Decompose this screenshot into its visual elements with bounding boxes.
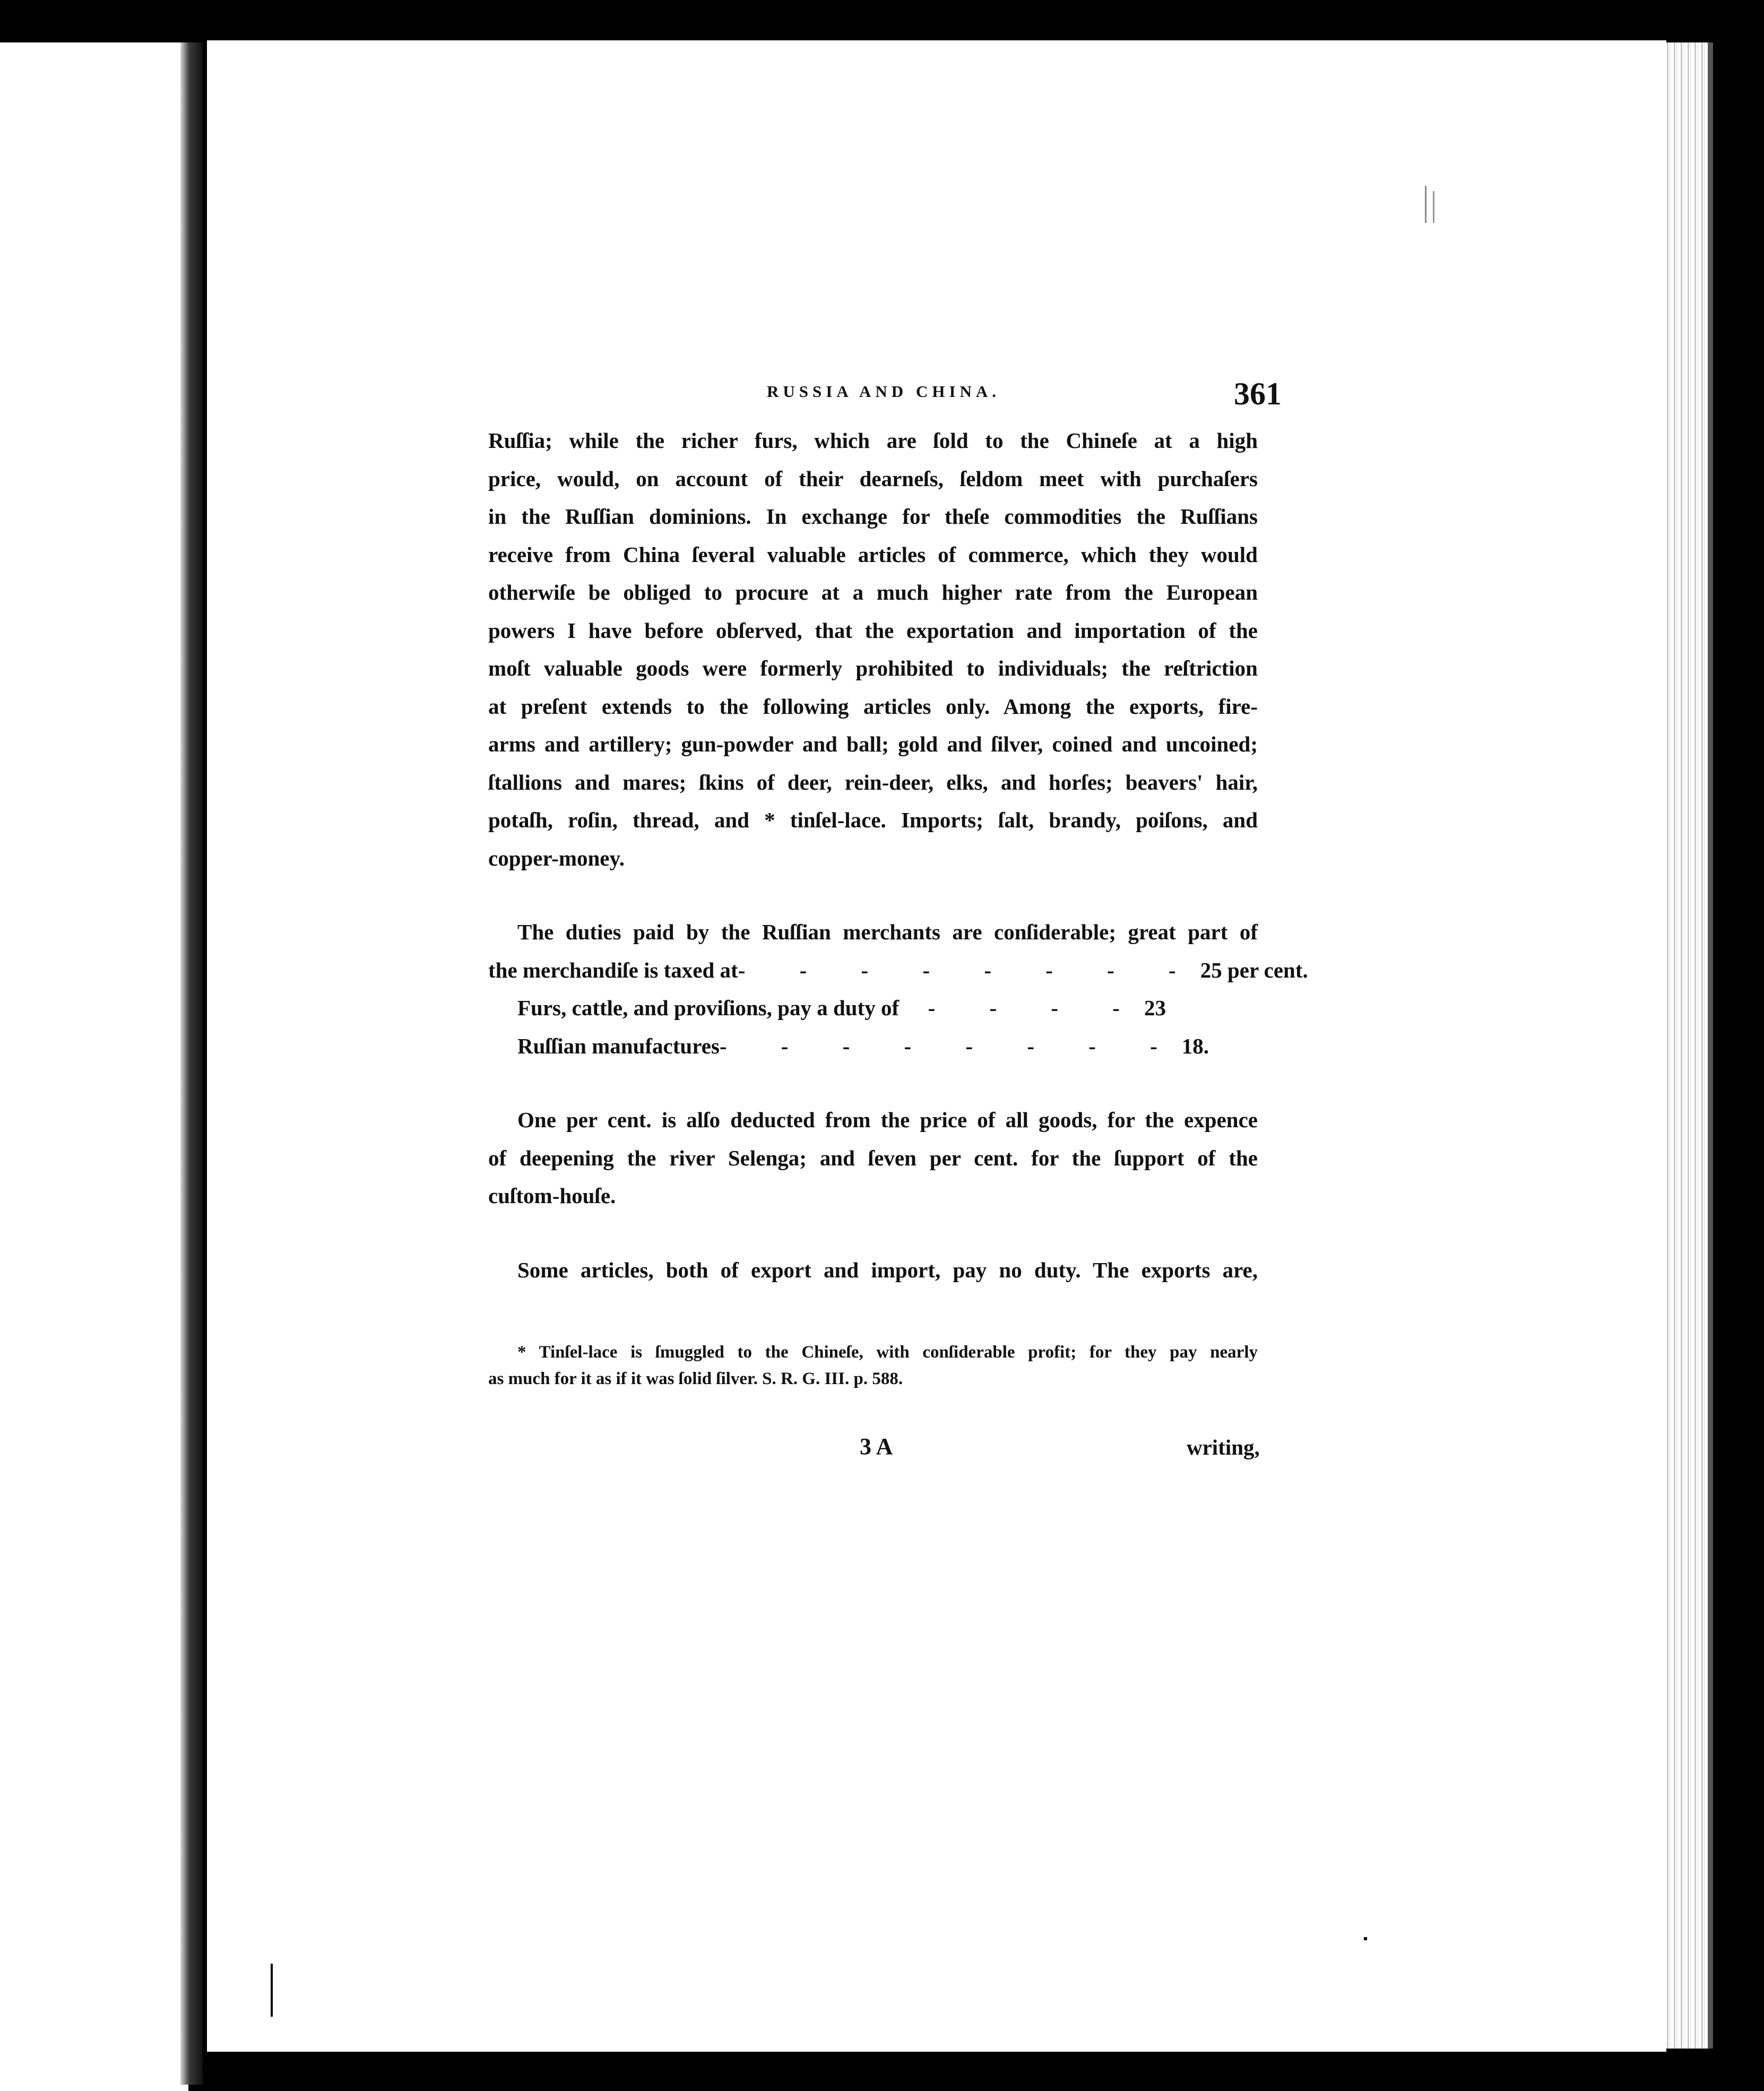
duty-leader: - - - - - - - - <box>738 957 1200 982</box>
paragraph-3 <box>488 1101 1258 1215</box>
duty-row <box>488 952 1308 990</box>
footnote-line: * Tinſel-lace is ſmuggled to the Chineſe, with conſiderable profit; for they pay nearly <box>517 1343 1258 1362</box>
duty-value: 25 per cent. <box>1200 957 1308 982</box>
text-line: otherwiſe be obliged to procure at a much higher rate from the European <box>488 580 1258 604</box>
scan-speck <box>1364 1937 1367 1940</box>
duty-row <box>488 989 1258 1027</box>
paragraph-2 <box>488 913 1308 1065</box>
text-line: potaſh, roſin, thread, and * tinſel-lace. Imports; ſalt, brandy, poiſons, and <box>488 808 1258 832</box>
duty-row <box>488 1027 1258 1066</box>
text-line: powers I have before obſerved, that the exportation and importation of the <box>488 618 1258 643</box>
page-number: 361 <box>1234 376 1282 411</box>
duty-label: the merchandiſe is taxed at <box>488 957 738 982</box>
scan-speck <box>271 1964 273 2017</box>
text-line: receive from China ſeveral valuable articles of commerce, which they would <box>488 542 1258 567</box>
text-line: Ruſſia; while the richer furs, which are ſold to the Chineſe at a high <box>488 428 1258 453</box>
duty-leader: - - - - <box>928 996 1144 1020</box>
signature-mark: 3 A <box>860 1433 893 1459</box>
duty-value: 18. <box>1181 1033 1209 1058</box>
text-line: ſtallions and mares; ſkins of deer, rein-deer, elks, and horſes; beavers' hair, <box>488 770 1258 794</box>
text-line: One per cent. is alſo deducted from the price of all goods, for the expence <box>517 1108 1258 1132</box>
duty-label: Ruſſian manufactures <box>517 1033 720 1058</box>
text-line: moſt valuable goods were formerly prohibited to individuals; the reſtriction <box>488 656 1258 680</box>
paragraph-1 <box>488 422 1258 877</box>
text-line: of deepening the river Selenga; and ſeven per cent. for the ſupport of the <box>488 1145 1258 1170</box>
paragraph-gap <box>488 877 1258 913</box>
text-line: price, would, on account of their dearneſs, ſeldom meet with purchaſers <box>488 466 1258 491</box>
page-edges-shadow <box>1708 42 1713 2049</box>
catchword: writing, <box>1187 1435 1260 1459</box>
text-line: cuſtom-houſe. <box>488 1183 616 1208</box>
duty-leader: - - - - - - - - <box>719 1033 1182 1058</box>
footnote <box>488 1339 1258 1392</box>
paragraph-4 <box>488 1251 1258 1290</box>
text-line: in the Ruſſian dominions. In exchange for theſe commodities the Ruſſians <box>488 504 1258 529</box>
text-line: The duties paid by the Ruſſian merchants are conſiderable; great part of <box>517 920 1258 944</box>
previous-page-edge <box>0 42 188 2091</box>
scan-speck <box>1425 186 1426 223</box>
text-line: copper-money. <box>488 845 625 870</box>
paragraph-gap <box>488 1215 1258 1251</box>
footnote-line: as much for it as if it was ſolid ſilver. S. R. G. III. p. 588. <box>488 1369 903 1388</box>
running-title: RUSSIA AND CHINA. <box>767 382 1001 401</box>
text-line: at preſent extends to the following articles only. Among the exports, fire- <box>488 694 1258 719</box>
duty-value: 23 <box>1144 996 1166 1020</box>
body-text <box>488 422 1308 1289</box>
scan-speck <box>1433 191 1434 223</box>
book-gutter <box>180 42 203 2085</box>
text-line: arms and artillery; gun-powder and ball; gold and ſilver, coined and uncoined; <box>488 732 1258 756</box>
duty-label: Furs, cattle, and proviſions, pay a duty of <box>517 996 900 1020</box>
page-edges <box>1664 42 1709 2049</box>
text-line: Some articles, both of export and import, pay no duty. The exports are, <box>517 1257 1258 1282</box>
paragraph-gap <box>488 1065 1258 1101</box>
